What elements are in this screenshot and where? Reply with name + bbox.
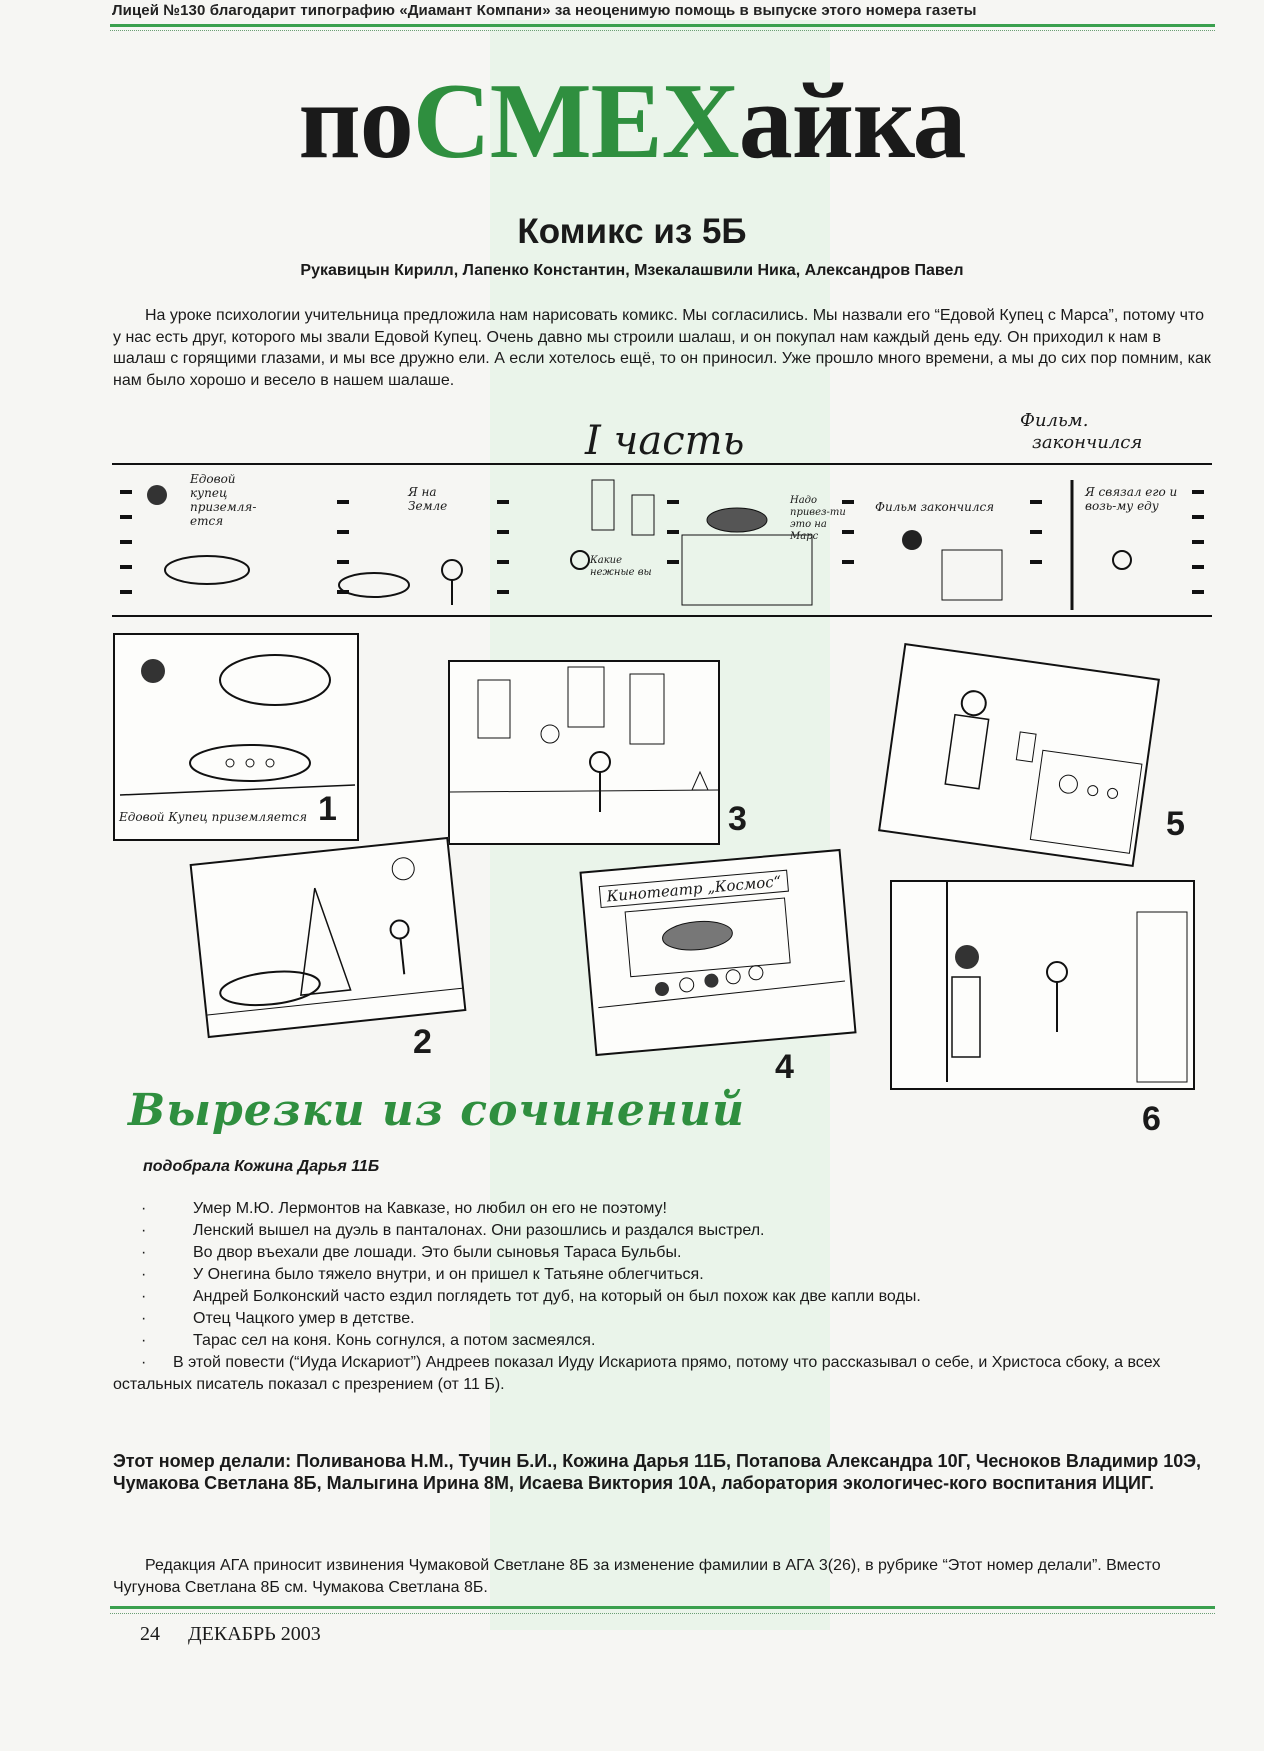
excerpt-item: · Андрей Болконский часто ездил поглядеть тот дуб, на который он был похож как две капли воды. [113,1286,1213,1308]
excerpt-item: · У Онегина было тяжело внутри, и он пришел к Татьяне облегчиться. [113,1264,1213,1286]
footer [140,1623,349,1646]
header-rule [110,24,1215,27]
panel-number-3: 3 [728,800,747,838]
excerpts-title: Вырезки из сочинений [128,1085,745,1136]
panel-4-sign: Кинотеатр „Космос“ [599,870,789,908]
panel-number-2: 2 [413,1023,432,1061]
issue-credits: Этот номер делали: Поливанова Н.М., Тучин Б.И., Кожина Дарья 11Б, Потапова Александра 10Г, Чесноков Владимир 10Э, Чумакова Светлана 8Б, Малыгина Ирина 8М, Исаева Виктория 10А, лаборатория экологичес-кого воспитания ИЦИГ. [113,1451,1202,1493]
comic-panel-5 [878,643,1160,867]
panel-6-drawing [892,882,1193,1088]
panel-number-4: 4 [775,1048,794,1086]
comic-authors: Рукавицын Кирилл, Лапенко Константин, Мзекалашвили Ника, Александров Павел [300,262,964,279]
panel-1-caption: Едовой Купец приземляется [119,810,308,824]
panel-5-drawing [880,645,1157,865]
strip-bubble-3: Какие нежные вы [590,555,652,578]
strip-note-1: Фильм. [1020,410,1089,431]
excerpt-item: · Ленский вышел на дуэль в панталонах. Они разошлись и раздался выстрел. [113,1220,1213,1242]
page-number: 24 [140,1623,160,1645]
comic-panel-6 [890,880,1195,1090]
masthead-part2: СМЕХ [412,62,739,181]
excerpt-item: · В этой повести (“Иуда Искариот”) Андреев показал Иуду Искариота прямо, потому что рассказывал о себе, и Христоса сбоку, а всех остальных писатель показал с презрением (от 11 Б). [113,1352,1213,1396]
panel-2-drawing [192,839,464,1036]
part-heading: I часть [585,418,745,464]
masthead-part1: по [298,62,413,181]
masthead [0,62,1264,181]
strip-bubble-2: Я на Земле [408,485,448,513]
panel-number-6: 6 [1142,1100,1161,1138]
footer-dotted-rule [110,1613,1215,1614]
strip-bubble-5: Фильм закончился [875,500,995,514]
panel-3-drawing [450,662,718,843]
apology-note: Редакция АГА приносит извинения Чумаковой Светлане 8Б за изменение фамилии в АГА 3(26), в рубрике “Этот номер делали”. Вместо Чугунова Светлана 8Б см. Чумакова Светлана 8Б. [113,1557,1161,1596]
excerpt-item: · Во двор въехали две лошади. Это были сыновья Тараса Бульбы. [113,1242,1213,1264]
comic-title: Комикс из 5Б [517,212,747,251]
comic-panel-2 [190,837,467,1038]
excerpts-author: подобрала Кожина Дарья 11Б [143,1158,380,1175]
comic-panel-3 [448,660,720,845]
strip-note-2: закончился [1032,432,1143,453]
panel-number-1: 1 [318,790,337,828]
comic-panel-4 [579,849,856,1056]
film-strip-drawing [112,460,1212,620]
panel-4-drawing [582,851,855,1054]
excerpts-list [113,1198,1213,1396]
strip-bubble-1: Едовой купец приземля-ется [190,472,257,528]
masthead-part3: айка [738,62,966,181]
issue-date: ДЕКАБРЬ 2003 [188,1623,321,1645]
comic-intro: На уроке психологии учительница предложила нам нарисовать комикс. Мы согласились. Мы назвали его “Едовой Купец с Марса”, потому что у нас есть друг, которого мы звали Едовой Купец. Очень давно мы строили шалаш, и он покупал нам каждый день еду. Он приходил к нам в шалаш с горящими глазами, и мы все дружно ели. А если хотелось ещё, то он приносил. Уже прошло много времени, а мы до сих пор помним, как нам было хорошо и весело в нашем шалаше. [113,307,1211,389]
footer-rule [110,1606,1215,1609]
strip-bubble-6: Я связал его и возь-му еду [1085,485,1178,513]
excerpt-item: · Умер М.Ю. Лермонтов на Кавказе, но любил он его не поэтому! [113,1198,1213,1220]
strip-bubble-4: Надо привез-ти это на Марс [790,495,846,542]
top-banner: Лицей №130 благодарит типографию «Диамант Компани» за неоценимую помощь в выпуске этого номера газеты [112,2,977,19]
excerpt-item: · Отец Чацкого умер в детстве. [113,1308,1213,1330]
header-dotted-rule [110,30,1215,31]
panel-number-5: 5 [1166,805,1185,843]
film-strip [112,460,1212,620]
excerpt-item: · Тарас сел на коня. Конь согнулся, а потом засмеялся. [113,1330,1213,1352]
